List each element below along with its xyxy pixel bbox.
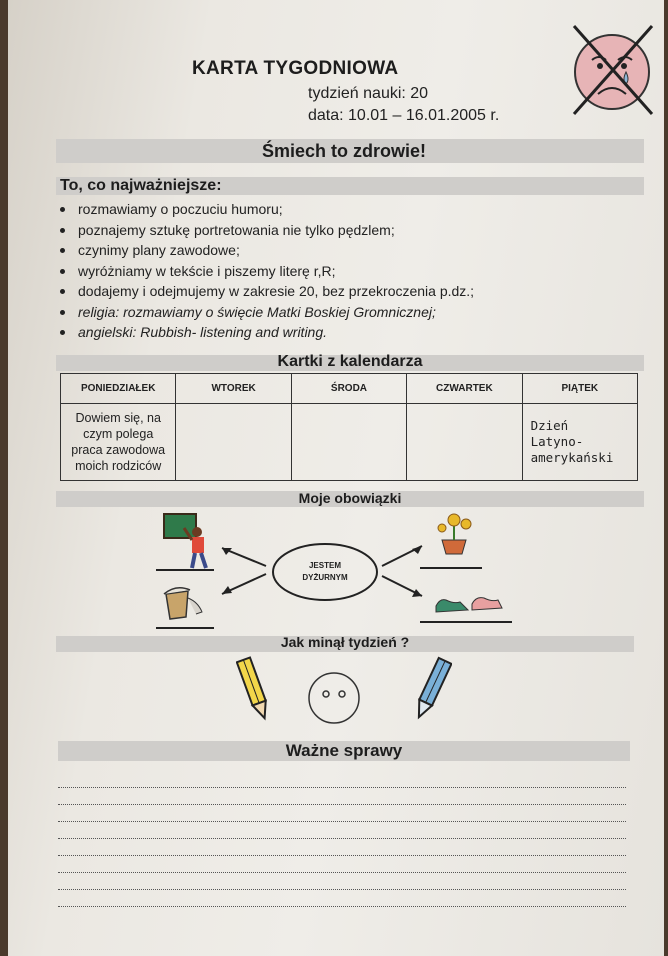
duty-center-ellipse [273,544,377,600]
friday-note-line: amerykański [530,450,614,465]
note-line[interactable] [58,838,626,839]
duties-heading: Moje obowiązki [298,490,402,506]
face-outline-icon [306,670,362,726]
friday-cell [522,404,637,481]
shoes-icon [436,598,502,612]
trash-bin-icon [164,588,202,619]
week-number: tydzień nauki: 20 [308,85,429,102]
list-item: angielski: Rubbish- listening and writing. [58,322,474,343]
thursday-cell [407,404,522,481]
note-line[interactable] [58,872,626,873]
table-header-row [61,374,638,404]
duties-diagram [150,510,530,635]
note-line[interactable] [58,787,626,788]
monday-cell: Dowiem się, na czym polega praca zawodowa moich rodziców [61,404,176,481]
note-line[interactable] [58,821,626,822]
column-header-wednesday: ŚRODA [291,374,406,404]
note-line[interactable] [58,906,626,907]
friday-note-line: Dzień [530,418,569,433]
duty-center-line: DYŻURNYM [302,573,348,582]
priorities-heading: To, co najważniejsze: [60,177,222,194]
review-heading: Jak minął tydzień ? [280,634,410,650]
theme-heading: Śmiech to zdrowie! [261,141,427,161]
note-line[interactable] [58,855,626,856]
column-header-thursday: CZWARTEK [407,374,522,404]
list-item: dodajemy i odejmujemy w zakresie 20, bez przekroczenia p.dz.; [58,281,474,302]
page-title: KARTA TYGODNIOWA [192,58,399,79]
duty-center-line: JESTEM [308,561,342,570]
sad-face-crossed-icon [566,20,658,120]
note-line[interactable] [58,889,626,890]
tuesday-cell [176,404,291,481]
calendar-heading: Kartki z kalendarza [277,353,423,370]
board-cleaning-icon [164,514,206,568]
table-row [61,404,638,481]
note-line[interactable] [58,804,626,805]
column-header-friday: PIĄTEK [522,374,637,404]
list-item: religia: rozmawiamy o święcie Matki Boskiej Gromnicznej; [58,302,474,323]
notes-heading: Ważne sprawy [285,741,403,760]
list-item: poznajemy sztukę portretowania nie tylko pędzlem; [58,220,474,241]
wednesday-cell [291,404,406,481]
flower-pot-icon [438,514,471,554]
list-item: czynimy plany zawodowe; [58,240,474,261]
list-item: wyróżniamy w tekście i piszemy literę r,R; [58,261,474,282]
pen-icon [412,654,452,724]
list-item: rozmawiamy o poczuciu humoru; [58,199,474,220]
date-range: data: 10.01 – 16.01.2005 r. [308,107,500,124]
calendar-table [60,373,638,481]
column-header-monday: PONIEDZIAŁEK [61,374,176,404]
friday-note-line: Latyno- [530,434,584,449]
pencil-icon [236,654,272,724]
priorities-list [58,199,474,343]
column-header-tuesday: WTOREK [176,374,291,404]
